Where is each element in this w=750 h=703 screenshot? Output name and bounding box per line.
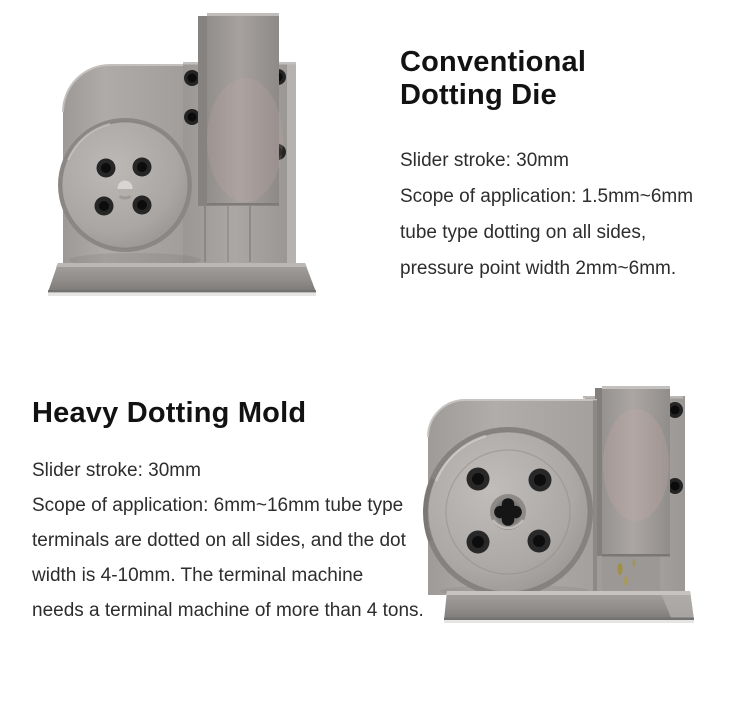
heavy-title — [32, 397, 427, 430]
die-disc — [58, 118, 192, 252]
heavy-mold-photo — [420, 373, 712, 643]
heavy-specs — [32, 453, 427, 628]
spec-line: terminals are dotted on all sides, and the dot — [32, 530, 406, 551]
spec-line: needs a terminal machine of more than 4 tons. — [32, 600, 424, 621]
mold-disc — [423, 427, 593, 597]
spec-line: Scope of application: 1.5mm~6mm — [400, 186, 694, 207]
title-line-1: Heavy Dotting Mold — [32, 397, 307, 429]
conventional-die-drawing — [40, 0, 335, 300]
heavy-info — [32, 397, 427, 628]
conventional-title — [400, 46, 745, 112]
conventional-die-photo — [40, 0, 335, 300]
spec-line: width is 4-10mm. The terminal machine — [32, 565, 364, 586]
spec-line: Slider stroke: 30mm — [32, 460, 201, 481]
spec-line: Scope of application: 6mm~16mm tube type — [32, 495, 404, 516]
spec-line: tube type dotting on all sides, — [400, 222, 647, 243]
title-line-1: Conventional — [400, 46, 587, 78]
conventional-info — [400, 46, 745, 287]
spec-line: Slider stroke: 30mm — [400, 150, 569, 171]
title-line-2: Dotting Die — [400, 79, 557, 111]
spec-line: pressure point width 2mm~6mm. — [400, 258, 677, 279]
conventional-specs — [400, 143, 745, 287]
heavy-mold-drawing — [420, 373, 712, 643]
